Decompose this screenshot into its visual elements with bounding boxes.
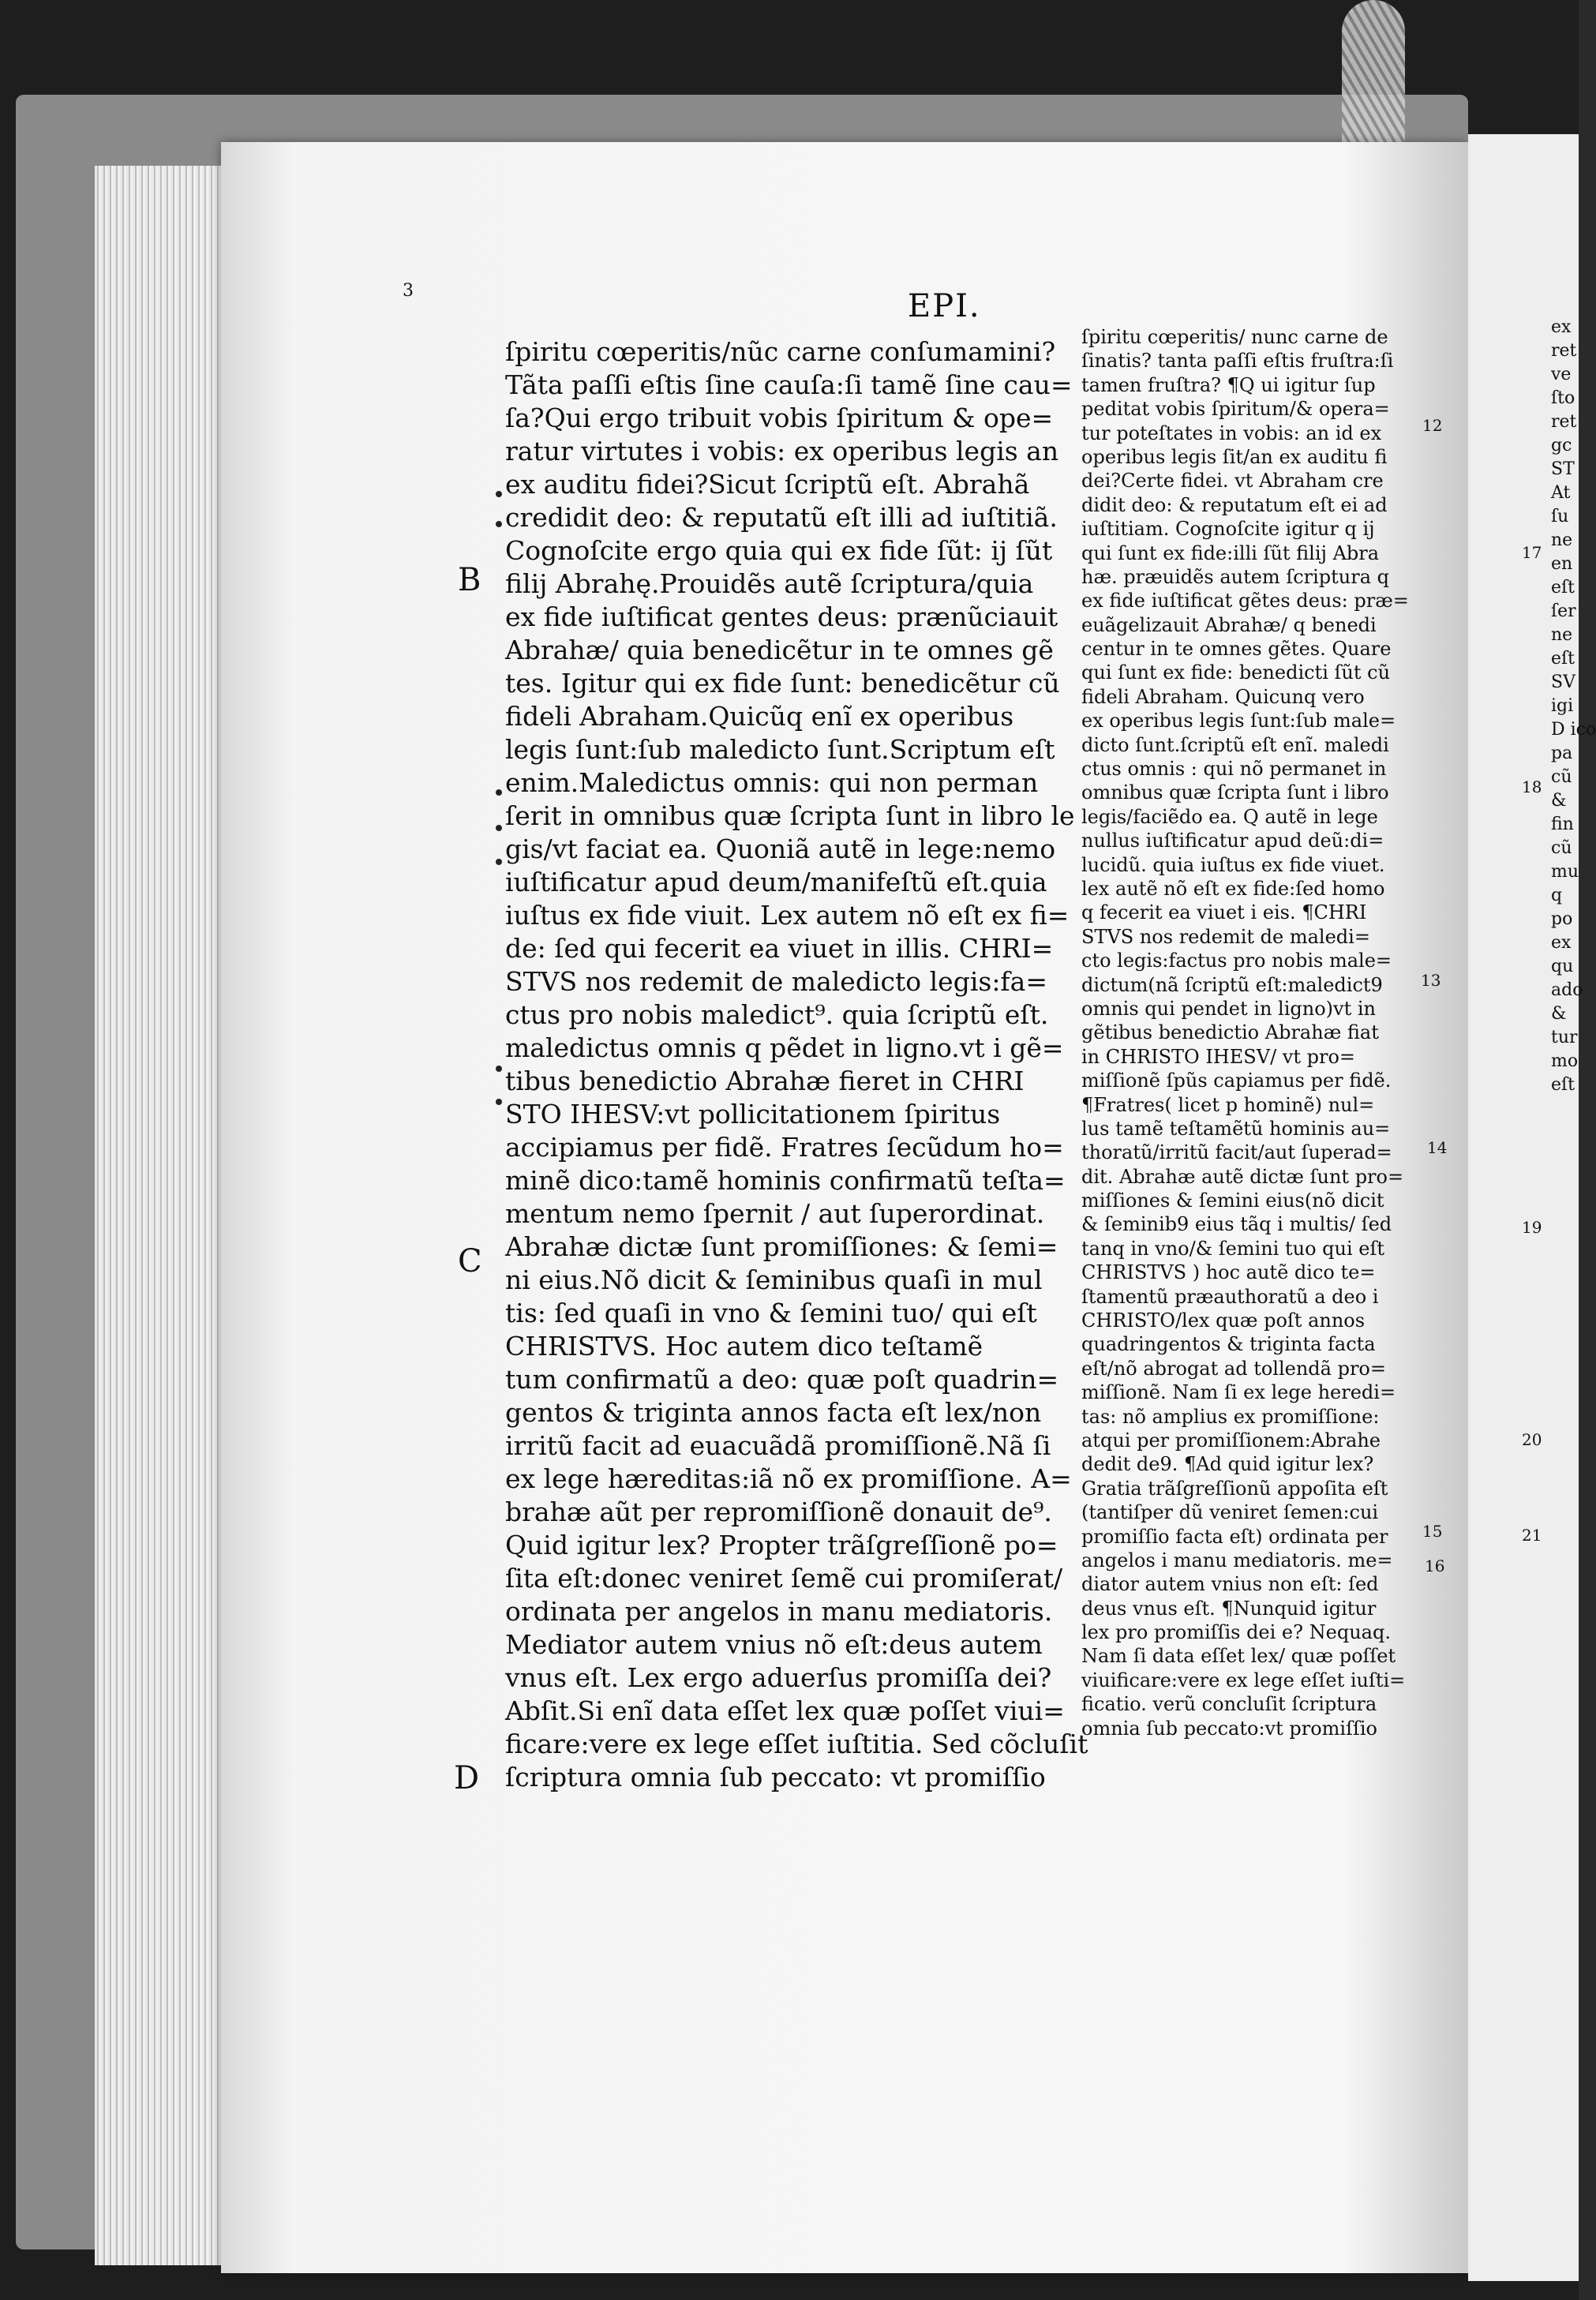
side-text-line: CHRISTVS ) hoc autẽ dico te= (1081, 1261, 1376, 1284)
side-text-line: lus tamẽ teſtamẽtũ hominis au= (1081, 1117, 1391, 1140)
right-page-line: en (1551, 554, 1573, 574)
verse-number: 14 (1427, 1138, 1448, 1157)
main-text-line: filij Abrahę.Prouidẽs autẽ ſcriptura/quia (505, 568, 1034, 599)
main-text-line: ni eius.Nõ dicit & ſeminibus quaſi in mul (505, 1264, 1043, 1295)
side-text-column (1081, 325, 1413, 1740)
right-verse-number: 17 (1522, 543, 1542, 562)
right-page-line: & (1551, 791, 1567, 811)
right-page-line: ſu (1551, 507, 1569, 526)
right-page-line: ne (1551, 530, 1573, 550)
verse-number: 13 (1421, 971, 1441, 990)
right-page-line: & (1551, 1004, 1567, 1024)
side-text-line: lex pro promiſſis dei e? Nequaq. (1081, 1621, 1391, 1644)
right-page-line: q (1551, 886, 1563, 905)
right-page-line: qu (1551, 957, 1574, 976)
main-text-line: ctus pro nobis maledict⁹. quia ſcriptũ eſt. (505, 999, 1049, 1030)
side-text-line: tas: nõ amplius ex promiſſione: (1081, 1405, 1380, 1428)
right-page-line: po (1551, 909, 1573, 929)
right-verse-number: 19 (1522, 1218, 1542, 1237)
right-page-line: cũ (1551, 767, 1572, 787)
main-text-line: ſerit in omnibus quæ ſcripta ſunt in libro le (505, 800, 1075, 831)
main-text-line: gis/vt faciat ea. Quoniã autẽ in lege:nemo (505, 833, 1056, 864)
side-text-line: nullus iuſtificatur apud deũ:di= (1081, 830, 1384, 852)
main-text-line: tis: ſed quaſi in vno & ſemini tuo/ qui eſt (505, 1298, 1037, 1328)
side-text-line: iuſtitiam. Cognoſcite igitur q ij (1081, 518, 1375, 541)
main-text-line: accipiamus per fidẽ. Fratres ſecũdum ho= (505, 1132, 1064, 1163)
right-verse-number: 18 (1522, 777, 1542, 796)
side-text-line: dicto ſunt.ſcriptũ eſt enĩ. maledi (1081, 733, 1389, 756)
right-page-line: ex (1551, 933, 1572, 953)
main-text-line: ex auditu fidei?Sicut ſcriptũ eſt. Abrahã (505, 469, 1030, 500)
main-text-line: iuſtificatur apud deum/manifeſtũ eſt.quia (505, 867, 1047, 897)
side-text-line: legis/faciẽdo ea. Q autẽ in lege (1081, 805, 1378, 828)
side-text-line: cto legis:factus pro nobis male= (1081, 950, 1392, 972)
running-head: EPI. (908, 288, 981, 324)
side-text-line: gẽtibus benedictio Abrahæ fiat (1081, 1021, 1379, 1044)
main-text-line: vnus eſt. Lex ergo aduerſus promiſſa dei? (505, 1662, 1052, 1693)
right-page-line: eſt (1551, 1075, 1575, 1095)
side-text-line: viuificare:vere ex lege eſſet iuſti= (1081, 1669, 1406, 1691)
main-text-line: ex lege hæreditas:iã nõ ex promiſſione. A= (505, 1463, 1072, 1494)
right-page-line: mo (1551, 1051, 1579, 1071)
main-text-line: Abrahæ dictæ ſunt promiſſiones: & ſemi= (505, 1231, 1058, 1262)
main-text-column (505, 335, 1088, 1794)
right-page-line: tur (1551, 1028, 1578, 1047)
side-text-line: dit. Abrahæ autẽ dictæ ſunt pro= (1081, 1165, 1404, 1188)
side-text-line: ficatio. verũ concluſit ſcriptura (1081, 1693, 1377, 1716)
margin-letter-b: B (458, 562, 481, 598)
side-text-line: hæ. præuidẽs autem ſcriptura q (1081, 565, 1390, 588)
main-text-line: ſita eſt:donec veniret ſemẽ cui promiſerat/ (505, 1563, 1063, 1594)
side-text-line: dedit de9. ¶Ad quid igitur lex? (1081, 1453, 1374, 1476)
main-text-line: ſcriptura omnia ſub peccato: vt promiſſio (505, 1762, 1046, 1792)
page-edges (95, 166, 229, 2265)
side-text-line: qui ſunt ex fide:illi ſũt filij Abra (1081, 541, 1380, 564)
right-page-line: SV (1551, 672, 1575, 692)
right-page-line: D ico (1551, 720, 1596, 740)
margin-dot (496, 789, 502, 796)
main-text-line: maledictus omnis q pẽdet in ligno.vt i gẽ= (505, 1032, 1064, 1063)
side-text-line: angelos i manu mediatoris. me= (1081, 1549, 1393, 1571)
margin-dot (496, 491, 502, 497)
main-text-line: ex fide iuſtificat gentes deus: prænũciauit (505, 601, 1058, 632)
side-text-line: centur in te omnes gẽtes. Quare (1081, 638, 1392, 661)
side-text-line: eſt/nõ abrogat ad tollendã pro= (1081, 1357, 1386, 1380)
main-text-line: tes. Igitur qui ex fide ſunt: benedicẽtur cũ (505, 668, 1060, 699)
main-text-line: legis ſunt:ſub maledicto ſunt.Scriptum eſt (505, 734, 1055, 765)
right-page-line: ſto (1551, 388, 1575, 408)
margin-letter-d: D (454, 1760, 480, 1796)
side-text-line: diator autem vnius non eſt: ſed (1081, 1573, 1379, 1596)
side-text-line: peditat vobis ſpiritum/& opera= (1081, 398, 1390, 421)
main-text-line: enim.Maledictus omnis: qui non perman (505, 767, 1039, 798)
right-page-line: fin (1551, 815, 1574, 834)
main-text-line: Tãta paſſi eſtis ſine cauſa:ſi tamẽ ſine cau= (505, 369, 1073, 400)
side-text-line: q fecerit ea viuet i eis. ¶CHRI (1081, 901, 1367, 924)
main-text-line: Quid igitur lex? Propter trãſgreſſionẽ po= (505, 1530, 1058, 1560)
side-text-line: Gratia trãſgreſſionũ appoſita eſt (1081, 1477, 1388, 1500)
main-text-line: tum confirmatũ a deo: quæ poſt quadrin= (505, 1364, 1059, 1395)
main-text-line: ſa?Qui ergo tribuit vobis ſpiritum & ope= (505, 403, 1054, 433)
main-text-line: credidit deo: & reputatũ eſt illi ad iuſtitiã. (505, 502, 1058, 533)
right-page-line: gc (1551, 436, 1572, 455)
main-text-line: fideli Abraham.Quicũq enĩ ex operibus (505, 701, 1014, 732)
main-text-line: ordinata per angelos in manu mediatoris. (505, 1596, 1053, 1627)
main-text-line: Cognoſcite ergo quia qui ex fide ſũt: ij ſũt (505, 535, 1053, 566)
side-text-line: (tantiſper dũ veniret ſemen:cui (1081, 1501, 1379, 1524)
side-text-line: tanq in vno/& ſemini tuo qui eſt (1081, 1237, 1385, 1260)
main-text-line: ficare:vere ex lege eſſet iuſtitia. Sed cõcluſit (505, 1729, 1088, 1759)
side-text-line: tur poteſtates in vobis: an id ex (1081, 421, 1382, 444)
side-text-line: dei?Certe fidei. vt Abraham cre (1081, 470, 1384, 493)
side-text-line: dictum(nã ſcriptũ eſt:maledict9 (1081, 973, 1383, 996)
right-page-line: pa (1551, 744, 1573, 763)
main-text-line: brahæ aũt per repromiſſionẽ donauit de⁹. (505, 1496, 1052, 1527)
side-text-line: & ſeminib9 eius tãq i multis/ ſed (1081, 1213, 1392, 1236)
side-text-line: lex autẽ nõ eſt ex fide:ſed homo (1081, 877, 1385, 900)
side-text-line: Nam ſi data eſſet lex/ quæ poſſet (1081, 1645, 1396, 1668)
verse-number: 12 (1422, 416, 1443, 435)
right-page-line: mu (1551, 862, 1579, 882)
main-text-line: STVS nos redemit de maledicto legis:fa= (505, 966, 1047, 997)
margin-dot (496, 1066, 502, 1072)
right-page-line: ado (1551, 980, 1583, 1000)
side-text-line: ſtamentũ præauthoratũ a deo i (1081, 1285, 1379, 1308)
side-text-line: tamen fruſtra? ¶Q ui igitur ſup (1081, 373, 1376, 396)
right-page-fragments (1551, 316, 1596, 1097)
side-text-line: lucidũ. quia iuſtus ex fide viuet. (1081, 853, 1385, 876)
right-page-line: ret (1551, 412, 1577, 432)
side-text-line: ctus omnis : qui nõ permanet in (1081, 758, 1387, 781)
side-text-line: operibus legis ſit/an ex auditu fi (1081, 445, 1388, 468)
main-text-line: de: ſed qui fecerit ea viuet in illis. CHRI= (505, 933, 1054, 964)
side-text-line: miſſionẽ ſpũs capiamus per fidẽ. (1081, 1069, 1392, 1092)
side-text-line: atqui per promiſſionem:Abrahe (1081, 1429, 1381, 1452)
side-text-line: euãgelizauit Abrahæ/ q benedi (1081, 613, 1377, 636)
side-text-line: STVS nos redemit de maledi= (1081, 925, 1370, 948)
side-text-line: deus vnus eſt. ¶Nunquid igitur (1081, 1597, 1377, 1620)
right-verse-number: 20 (1522, 1430, 1542, 1449)
right-page-line: ex (1551, 317, 1572, 337)
main-text-line: irritũ facit ad euacuãdã promiſſionẽ.Nã ſi (505, 1430, 1051, 1461)
main-text-line: minẽ dico:tamẽ hominis confirmatũ teſta= (505, 1165, 1066, 1196)
margin-dot (496, 521, 502, 527)
side-text-line: promiſſio facta eſt) ordinata per (1081, 1525, 1388, 1548)
right-page-line: eſt (1551, 578, 1575, 597)
side-text-line: ſpiritu cœperitis/ nunc carne de (1081, 326, 1388, 348)
side-text-line: miſſionẽ. Nam ſi ex lege heredi= (1081, 1381, 1396, 1404)
main-text-line: mentum nemo ſpernit / aut ſuperordinat. (505, 1198, 1045, 1229)
main-text-line: tibus benedictio Abrahæ fieret in CHRI (505, 1066, 1025, 1096)
main-text-line: iuſtus ex fide viuit. Lex autem nõ eſt ex fi= (505, 900, 1070, 931)
side-text-line: ex fide iuſtificat gẽtes deus: præ= (1081, 590, 1409, 612)
side-text-line: miſſiones & ſemini eius(nõ dicit (1081, 1189, 1384, 1212)
main-text-line: STO IHESV:vt pollicitationem ſpiritus (505, 1099, 1001, 1129)
side-text-line: ¶Fratres( licet p hominẽ) nul= (1081, 1093, 1375, 1116)
verse-number: 16 (1425, 1556, 1445, 1575)
main-text-line: CHRISTVS. Hoc autem dico teſtamẽ (505, 1331, 983, 1362)
right-page-line: ſer (1551, 601, 1576, 621)
main-text-line: ſpiritu cœperitis/nũc carne conſumamini? (505, 336, 1056, 367)
side-text-line: fideli Abraham. Quicunq vero (1081, 685, 1365, 708)
main-text-line: ratur virtutes i vobis: ex operibus legis an (505, 436, 1059, 466)
side-text-line: omnis qui pendet in ligno)vt in (1081, 997, 1376, 1020)
folio-number: 3 (403, 281, 414, 301)
right-page-line: eſt (1551, 649, 1575, 669)
side-text-line: qui ſunt ex fide: benedicti ſũt cũ (1081, 661, 1391, 684)
right-page-line: ne (1551, 625, 1573, 645)
main-text-line: Abrahæ/ quia benedicẽtur in te omnes gẽ (505, 635, 1054, 665)
right-page-line: ve (1551, 365, 1572, 384)
main-text-line: gentos & triginta annos facta eſt lex/non (505, 1397, 1042, 1428)
margin-dot (496, 825, 502, 831)
side-text-line: omnia ſub peccato:vt promiſſio (1081, 1717, 1377, 1740)
right-page-line: ret (1551, 341, 1577, 361)
side-text-line: didit deo: & reputatum eſt ei ad (1081, 493, 1388, 516)
right-page-line: ST (1551, 459, 1575, 479)
side-text-line: ſinatis? tanta paſſi eſtis fruſtra:ſi (1081, 350, 1394, 373)
margin-letter-c: C (458, 1243, 482, 1279)
side-text-line: in CHRISTO IHESV/ vt pro= (1081, 1045, 1356, 1068)
margin-dot (496, 1099, 502, 1105)
main-text-line: Abſit.Si enĩ data eſſet lex quæ poſſet viui= (505, 1695, 1065, 1726)
side-text-line: ex operibus legis ſunt:ſub male= (1081, 710, 1396, 732)
right-verse-number: 21 (1522, 1526, 1542, 1545)
side-text-line: quadringentos & triginta facta (1081, 1333, 1376, 1356)
main-text-line: Mediator autem vnius nõ eſt:deus autem (505, 1629, 1043, 1660)
right-page-line: igi (1551, 696, 1574, 716)
verse-number: 15 (1422, 1522, 1443, 1541)
margin-dot (496, 859, 502, 865)
right-page-line: At (1551, 483, 1571, 503)
right-page-line: cũ (1551, 838, 1572, 858)
side-text-line: omnibus quæ ſcripta ſunt i libro (1081, 781, 1389, 804)
side-text-line: CHRISTO/lex quæ poſt annos (1081, 1309, 1366, 1332)
side-text-line: thoratũ/irritũ facit/aut ſuperad= (1081, 1141, 1392, 1164)
